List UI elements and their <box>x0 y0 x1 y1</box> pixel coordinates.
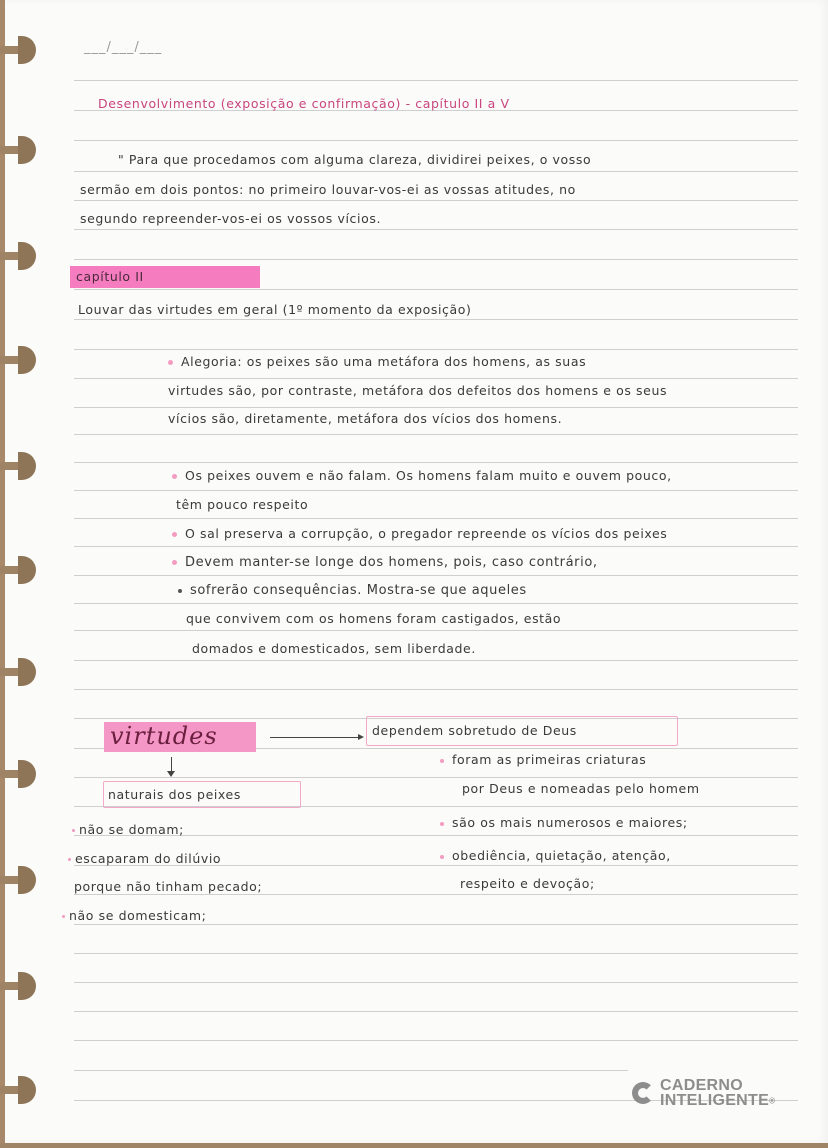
brand-line-2: INTELIGENTE <box>660 1092 770 1109</box>
arrow-right-icon <box>270 737 362 738</box>
bullet-item-continuation: domados e domesticados, sem liberdade. <box>192 641 476 656</box>
intro-line-3: segundo repreender-vos-ei os vossos vícios. <box>80 211 382 226</box>
binder-disc-icon <box>0 136 38 164</box>
bullet-icon <box>72 829 75 832</box>
right-list-item-continuation: respeito e devoção; <box>460 876 595 891</box>
right-list-item: obediência, quietação, atenção, <box>440 848 671 863</box>
bullet-icon <box>440 822 444 826</box>
binder-disc-icon <box>0 36 38 64</box>
binder-disc-icon <box>0 452 38 480</box>
brand-line-1: CADERNO <box>660 1077 743 1094</box>
alegoria-line-1: Alegoria: os peixes são uma metáfora dos homens, as suas <box>168 354 586 369</box>
right-list-item-continuation: por Deus e nomeadas pelo homem <box>462 781 700 796</box>
left-list-item: não se domam; <box>72 822 184 837</box>
binder-disc-icon <box>0 760 38 788</box>
binder-disc-icon <box>0 242 38 270</box>
section-header: Desenvolvimento (exposição e confirmação) - capítulo II a V <box>98 96 510 111</box>
binder-disc-icon <box>0 972 38 1000</box>
brand-logo <box>632 1078 775 1108</box>
bullet-item: Os peixes ouvem e não falam. Os homens falam muito e ouvem pouco, <box>172 468 672 483</box>
binder-disc-icon <box>0 346 38 374</box>
binder-disc-icon <box>0 1076 38 1104</box>
brand-c-icon <box>632 1082 654 1104</box>
bullet-icon <box>62 915 65 918</box>
alegoria-line-2: virtudes são, por contraste, metáfora dos defeitos dos homens e os seus <box>168 383 668 398</box>
right-box-label: dependem sobretudo de Deus <box>372 723 577 738</box>
bullet-icon <box>168 360 173 365</box>
left-list-item: não se domesticam; <box>62 908 206 923</box>
chapter-subtitle: Louvar das virtudes em geral (1º momento da exposição) <box>78 302 472 317</box>
bullet-icon <box>440 759 444 763</box>
bullet-icon <box>172 474 177 479</box>
bullet-icon <box>440 855 444 859</box>
bullet-item: sofrerão consequências. Mostra-se que aqueles <box>178 583 527 598</box>
intro-line-1: " Para que procedamos com alguma clareza, dividirei peixes, o vosso <box>118 152 592 167</box>
diagram-main-node: virtudes <box>110 722 218 750</box>
left-list-item: escaparam do dilúvio <box>68 851 221 866</box>
chapter-label: capítulo II <box>76 269 144 284</box>
bullet-icon <box>172 532 177 537</box>
left-box-label: naturais dos peixes <box>108 787 241 802</box>
registered-mark: ® <box>769 1096 776 1106</box>
right-list-item: foram as primeiras criaturas <box>440 752 646 767</box>
alegoria-line-3: vícios são, diretamente, metáfora dos vícios dos homens. <box>168 411 563 426</box>
date-field: ___/___/___ <box>84 40 163 55</box>
bullet-icon <box>172 560 177 565</box>
bullet-item-continuation: que convivem com os homens foram castigados, estão <box>186 611 562 626</box>
bullet-icon <box>178 589 182 593</box>
bullet-item-continuation: têm pouco respeito <box>176 497 309 512</box>
bullet-item: O sal preserva a corrupção, o pregador repreende os vícios dos peixes <box>172 526 667 541</box>
binder-disc-icon <box>0 556 38 584</box>
bullet-icon <box>68 858 71 861</box>
bullet-item: Devem manter-se longe dos homens, pois, caso contrário, <box>172 555 598 570</box>
intro-line-2: sermão em dois pontos: no primeiro louvar-vos-ei as vossas atitudes, no <box>80 182 576 197</box>
binder-disc-icon <box>0 866 38 894</box>
left-list-item-continuation: porque não tinham pecado; <box>74 879 263 894</box>
arrow-down-icon <box>171 757 172 775</box>
right-list-item: são os mais numerosos e maiores; <box>440 815 688 830</box>
binder-disc-icon <box>0 658 38 686</box>
